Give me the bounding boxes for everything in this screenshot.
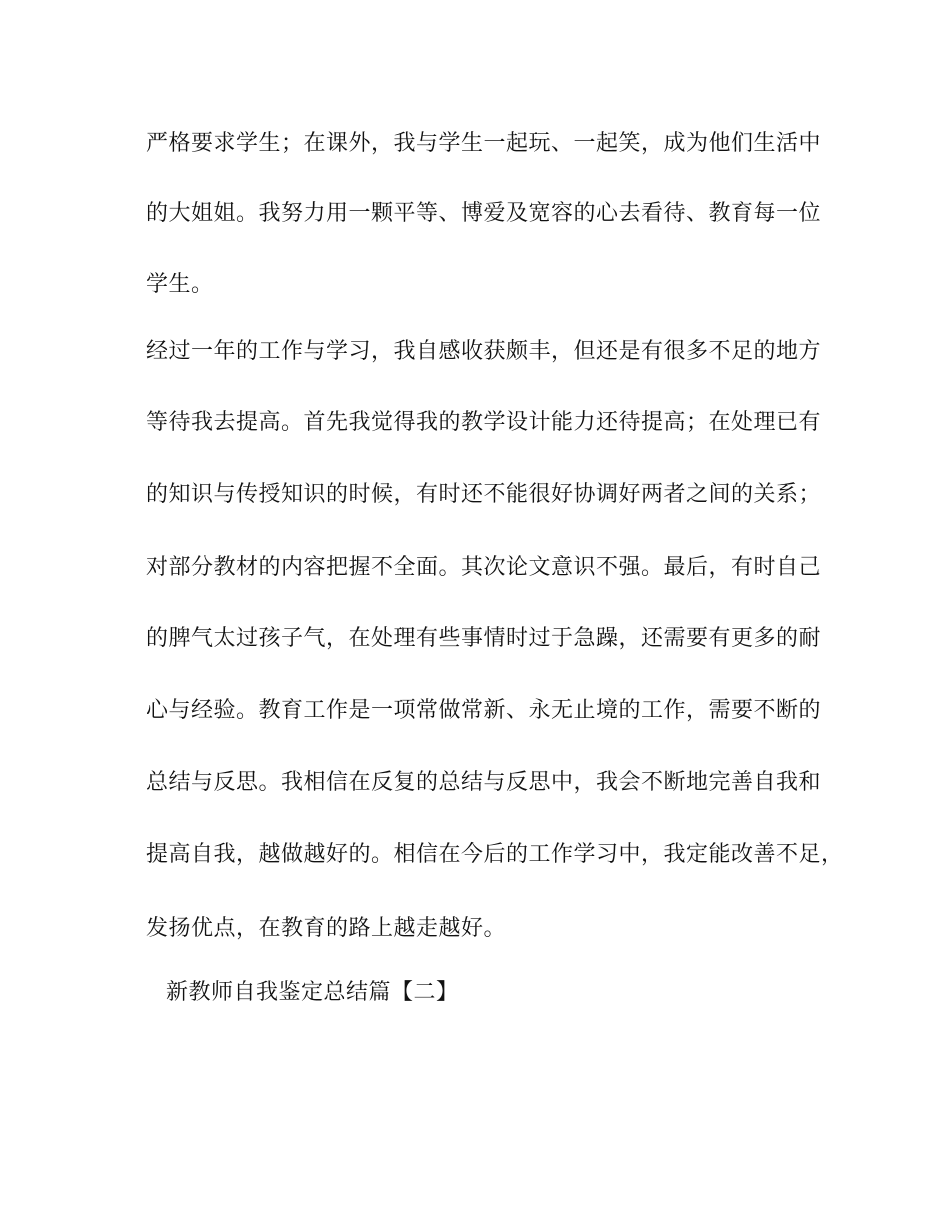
paragraph-2-line-4: 对部分教材的内容把握不全面。其次论文意识不强。最后，有时自己 [146, 555, 822, 580]
paragraph-1-line-2: 的大姐姐。我努力用一颗平等、博爱及宽容的心去看待、教育每一位 [146, 201, 822, 226]
paragraph-1-line-3: 学生。 [146, 272, 214, 297]
paragraph-1-line-1: 严格要求学生；在课外，我与学生一起玩、一起笑，成为他们生活中 [146, 131, 822, 156]
paragraph-2-line-5: 的脾气太过孩子气，在处理有些事情时过于急躁，还需要有更多的耐 [146, 626, 822, 651]
paragraph-2-line-1: 经过一年的工作与学习，我自感收获颇丰，但还是有很多不足的地方 [146, 339, 822, 364]
paragraph-2-line-7: 总结与反思。我相信在反复的总结与反思中，我会不断地完善自我和 [146, 770, 822, 795]
paragraph-2-line-3: 的知识与传授知识的时候，有时还不能很好协调好两者之间的关系； [146, 482, 822, 507]
paragraph-2-line-8: 提高自我，越做越好的。相信在今后的工作学习中，我定能改善不足， [146, 842, 844, 867]
paragraph-2-line-9: 发扬优点，在教育的路上越走越好。 [146, 916, 507, 941]
section-heading: 新教师自我鉴定总结篇【二】 [166, 980, 459, 1005]
paragraph-2-line-6: 心与经验。教育工作是一项常做常新、永无止境的工作，需要不断的 [146, 698, 822, 723]
paragraph-2-line-2: 等待我去提高。首先我觉得我的教学设计能力还待提高；在处理已有 [146, 410, 822, 435]
